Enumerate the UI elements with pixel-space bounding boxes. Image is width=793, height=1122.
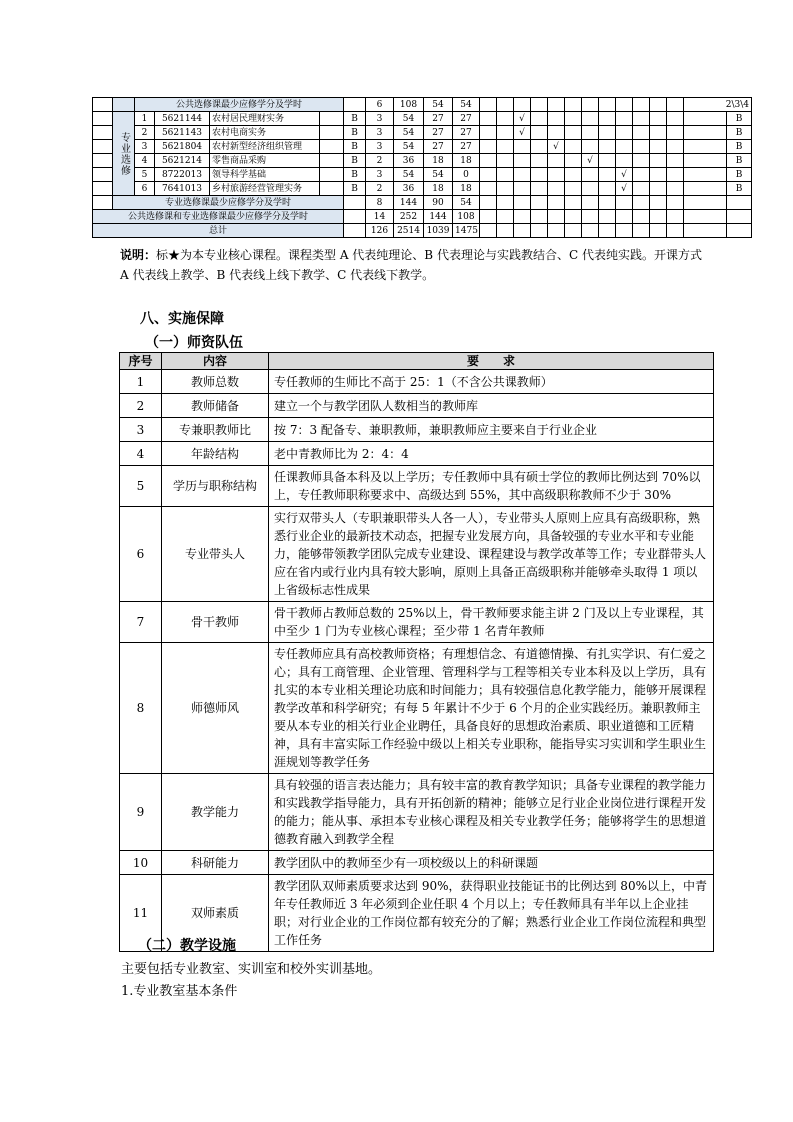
staff-row-8: 8 师德师风 专任教师应具有高校教师资格；有理想信念、有道德情操、有扎实学识、有仁爱之心；具有工商管理、企业管理、管理科学与工程等相关专业本科及以上学历，具有扎实的本专业相关理论功底和时间能力；具有较强信息化教学能力，能够开展课程教学改革和科学研究；有每 5 年累计不少于 6 个月的企业实践经历。兼职教师主要从本专业的相关行业企业聘任，具备良好的思想政治素质、职业道德和工匠精神，具有丰富实际工作经验中级以上相关专业职称，能指导实习实训和学生职业生涯规划等教学任务 [120, 643, 714, 774]
course-row-5: 5 8722013 领导科学基础 B 3 54 54 0 √ B [93, 168, 752, 182]
total-row: 总计 126 2514 1039 1475 [93, 224, 752, 238]
staff-row-6: 6 专业带头人 实行双带头人（专职兼职带头人各一人），专业带头人原则上应具有高级职称，熟悉行业企业的最新技术动态，把握专业发展方向，具备较强的专业水平和专业能力，能够带领教学团队完成专业建设、课程建设与教学改革等工作；专业群带头人应在省内或行业内具有较大影响，原则上具备正高级职称并能够牵头取得 1 项以上省级标志性成果 [120, 507, 714, 602]
section-8-2-title: （二）教学设施 [138, 938, 236, 954]
staff-row-7: 7 骨干教师 骨干教师占教师总数的 25%以上，骨干教师要求能主讲 2 门及以上专业课程，其中至少 1 门为专业核心课程；至少带 1 名青年教师 [120, 602, 714, 643]
course-row-1: 专业选修 1 5621144 农村居民理财实务 B 3 54 27 27 √ B [93, 112, 752, 126]
staff-table [119, 352, 714, 952]
section-8-1-title: （一）师资队伍 [145, 335, 243, 351]
combined-min-row: 公共选修课和专业选修课最少应修学分及学时 14 252 144 108 [93, 210, 752, 224]
table-note [120, 245, 712, 285]
staff-table-header [120, 353, 714, 370]
staff-row-3: 3 专兼职教师比 按 7：3 配备专、兼职教师，兼职教师应主要来自于行业企业 [120, 418, 714, 442]
category-label: 专业选修 [113, 112, 135, 196]
facilities-item-1: 1.专业教室基本条件 [121, 984, 238, 999]
major-min-row: 专业选修课最少应修学分及学时 8 144 90 54 [93, 196, 752, 210]
staff-row-2: 2 教师储备 建立一个与教学团队人数相当的教师库 [120, 394, 714, 418]
facilities-intro: 主要包括专业教室、实训室和校外实训基地。 [121, 962, 382, 977]
course-row-4: 4 5621214 零售商品采购 B 2 36 18 18 √ B [93, 154, 752, 168]
staff-row-11: 11 双师素质 教学团队双师素质要求达到 90%，获得职业技能证书的比例达到 80%以上，中青年专任教师近 3 年必须到企业任职 4 个月以上；专任教师具有半年以上企业挂职；对行业企业的工作岗位都有较充分的了解；熟悉行业企业工作岗位流程和典型工作任务 [120, 875, 714, 952]
public-min-row: 公共选修课最少应修学分及学时 6 108 54 54 2\3\4 [93, 98, 752, 112]
course-row-6: 6 7641013 乡村旅游经营管理实务 B 2 36 18 18 √ B [93, 182, 752, 196]
note-label: 说明： [120, 248, 157, 262]
staff-row-5: 5 学历与职称结构 任课教师具备本科及以上学历；专任教师中具有硕士学位的教师比例达到 70%以上，专任教师职称要求中、高级达到 55%，其中高级职称教师不少于 30% [120, 466, 714, 507]
course-table [92, 97, 752, 238]
staff-row-1: 1 教师总数 专任教师的生师比不高于 25：1（不含公共课教师） [120, 370, 714, 394]
section-8-title: 八、实施保障 [140, 311, 224, 327]
header-no: 序号 [120, 353, 162, 370]
note-text: 标★为本专业核心课程。课程类型 A 代表纯理论、B 代表理论与实践教结合、C 代表纯实践。开课方式 A 代表线上教学、B 代表线上线下教学、C 代表线下教学。 [120, 248, 702, 282]
staff-row-10: 10 科研能力 教学团队中的教师至少有一项校级以上的科研课题 [120, 851, 714, 875]
staff-row-4: 4 年龄结构 老中青教师比为 2：4：4 [120, 442, 714, 466]
header-req: 要 求 [269, 353, 714, 370]
course-row-3: 3 5621804 农村新型经济组织管理 B 3 54 27 27 √ B [93, 140, 752, 154]
header-content: 内容 [162, 353, 269, 370]
course-row-2: 2 5621143 农村电商实务 B 3 54 27 27 √ B [93, 126, 752, 140]
staff-row-9: 9 教学能力 具有较强的语言表达能力；具有较丰富的教育教学知识；具备专业课程的教学能力和实践教学指导能力，具有开拓创新的精神；能够立足行业企业岗位进行课程开发的能力；能从事、承担本专业核心课程及相关专业教学任务；能够将学生的思想道德教育融入到教学全程 [120, 774, 714, 851]
